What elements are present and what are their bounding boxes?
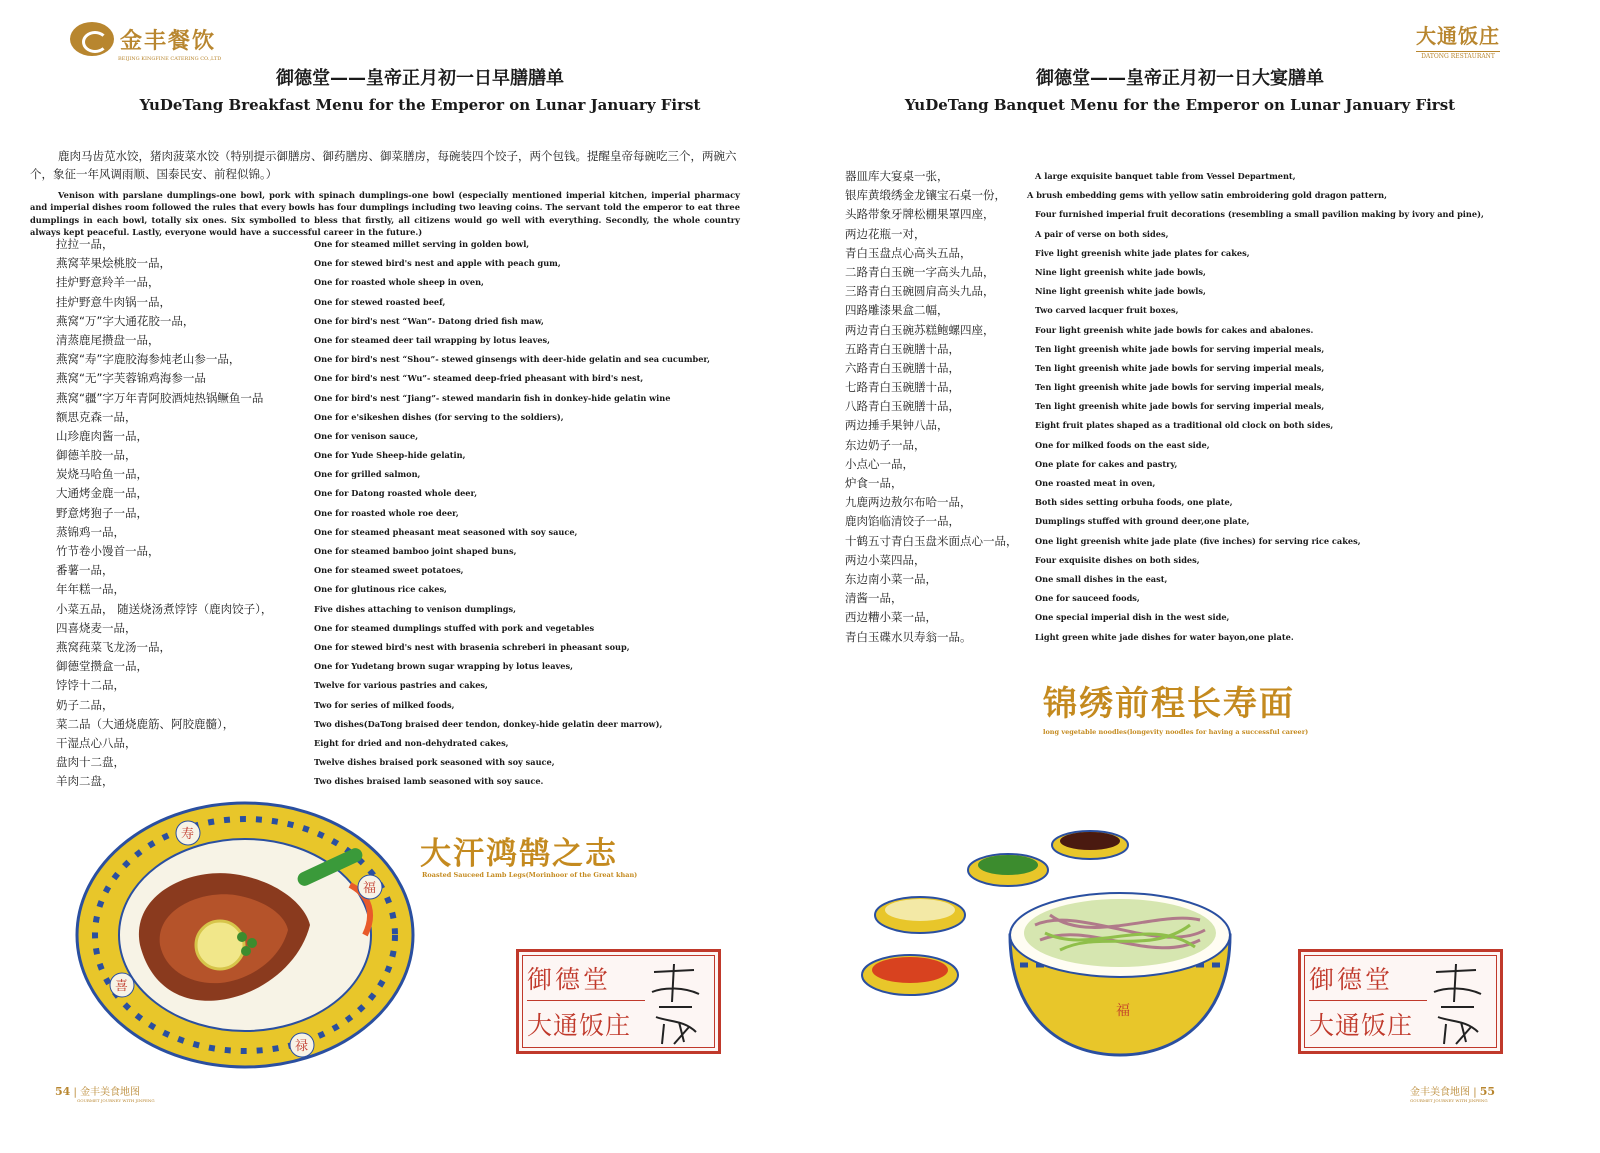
seal-line-yudetang: 御德堂 <box>1309 965 1394 994</box>
breakfast-menu-item-en: Two for series of milked foods, <box>314 699 455 710</box>
breakfast-menu-item <box>56 753 756 772</box>
banquet-menu-item <box>845 570 1565 589</box>
breakfast-menu-item-zh: 野意烤狍子一品， <box>56 505 148 520</box>
breakfast-menu-item-zh: 燕窝“寿”字鹿胶海参炖老山参一品， <box>56 352 241 367</box>
banquet-menu-item-zh: 西边糟小菜一品， <box>845 610 937 625</box>
banquet-menu-item-en: Ten light greenish white jade bowls for serving imperial meals, <box>1035 382 1325 393</box>
breakfast-menu-item-zh: 四喜烧麦一品， <box>56 620 137 635</box>
kingfine-logo-icon <box>70 22 114 56</box>
breakfast-menu-item-en: Eight for dried and non-dehydrated cakes, <box>314 737 509 748</box>
seal-divider <box>527 1000 645 1001</box>
breakfast-menu-item-zh: 御德羊胶一品， <box>56 448 137 463</box>
breakfast-menu-item <box>56 350 756 369</box>
plate-character: 寿 <box>181 827 195 842</box>
breakfast-menu-item-zh: 拉拉一品， <box>56 237 114 251</box>
breakfast-menu-item-en: One for steamed pheasant meat seasoned with soy sauce, <box>314 526 578 537</box>
breakfast-menu-item-zh: 山珍鹿肉酱一品， <box>56 428 148 443</box>
banquet-menu-item-en: A pair of verse on both sides, <box>1035 228 1169 239</box>
banquet-menu-item-en: Four light greenish white jade bowls for cakes and abalones. <box>1035 324 1314 335</box>
breakfast-menu-item <box>56 638 756 657</box>
banquet-menu-item-en: One for sauceed foods, <box>1035 593 1140 604</box>
banquet-menu-item <box>845 205 1565 224</box>
breakfast-menu-item <box>56 273 756 292</box>
breakfast-menu-item-en: Twelve dishes braised pork seasoned with soy sauce, <box>314 757 555 768</box>
banquet-menu-item-en: Four furnished imperial fruit decorations (resembling a small pavilion making by ivory and pine), <box>1035 209 1484 220</box>
breakfast-menu-item-en: One for steamed millet serving in golden bowl, <box>314 239 530 249</box>
banquet-menu-item-zh: 清酱一品， <box>845 591 903 606</box>
banquet-menu-item <box>845 628 1565 647</box>
breakfast-menu-item <box>56 427 756 446</box>
banquet-menu-item-zh: 东边奶子一品， <box>845 437 926 452</box>
right-page <box>800 0 1600 1153</box>
seal-line-yudetang: 御德堂 <box>527 965 612 994</box>
breakfast-menu-item-en: One for bird's nest “Wan”- Datong dried fish maw, <box>314 315 544 326</box>
banquet-menu-item-zh: 八路青白玉碗膳十品， <box>845 399 960 414</box>
banquet-menu-item <box>845 225 1565 244</box>
banquet-menu-item <box>845 589 1565 608</box>
banquet-menu-item <box>845 282 1565 301</box>
breakfast-menu-item <box>56 312 756 331</box>
breakfast-menu-item-en: One for Yudetang brown sugar wrapping by lotus leaves, <box>314 661 573 672</box>
handwritten-signature <box>1426 962 1488 1046</box>
banquet-menu-item-en: One plate for cakes and pastry, <box>1035 458 1178 469</box>
breakfast-menu-item-en: One for steamed bamboo joint shaped buns, <box>314 546 517 556</box>
breakfast-menu-item-en: One for roasted whole sheep in oven, <box>314 277 484 288</box>
breakfast-intro-zh: 鹿肉马齿苋水饺，猪肉菠菜水饺（特别提示御膳房、御药膳房、御菜膳房，每碗装四个饺子，两个包钱。提醒皇帝每碗吃三个，两碗六个，象征一年风调雨顺、国泰民安、前程似锦。） <box>30 149 737 181</box>
breakfast-menu-item-en: One for Datong roasted whole deer, <box>314 488 478 499</box>
noodle-dish-subtitle: long vegetable noodles(longevity noodles for having a successful career) <box>1043 728 1309 736</box>
banquet-menu-item-zh: 两边花瓶一对， <box>845 226 926 241</box>
breakfast-menu-item-en: One for bird's nest “Wu”- steamed deep-fried pheasant with bird's nest, <box>314 373 644 384</box>
banquet-menu-item-en: Nine light greenish white jade bowls, <box>1035 286 1206 297</box>
footer-text-right: 金丰美食地图 <box>1410 1087 1470 1098</box>
breakfast-menu-item-en: Two dishes braised lamb seasoned with soy sauce. <box>314 776 544 787</box>
breakfast-menu-item-zh: 炭烧马哈鱼一品， <box>56 467 148 482</box>
breakfast-menu-item-en: One for steamed sweet potatoes, <box>314 565 464 576</box>
breakfast-menu-item-zh: 燕窝“万”字大通花胶一品， <box>56 313 195 328</box>
breakfast-menu-item-zh: 燕窝“疆”字万年青阿胶酒炖热锅鳜鱼一品 <box>56 390 264 405</box>
banquet-menu-item-zh: 头路带象牙牌松棚果罩四座， <box>845 207 995 222</box>
footer-sub-left: GOURMET JOURNEY WITH JINFENG <box>77 1098 155 1103</box>
breakfast-menu-item-zh: 挂炉野意羚羊一品， <box>56 275 160 290</box>
banquet-menu-item-en: One special imperial dish in the west side, <box>1035 612 1230 623</box>
breakfast-title-en: YuDeTang Breakfast Menu for the Emperor on Lunar January First <box>139 96 701 114</box>
breakfast-title-zh: 御德堂——皇帝正月初一日早膳膳单 <box>276 68 564 89</box>
breakfast-menu-item-zh: 额思克森一品， <box>56 409 137 424</box>
lamb-dish-subtitle: Roasted Sauceed Lamb Legs(Morinhoor of the Great khan) <box>422 871 638 879</box>
breakfast-menu-item-zh: 挂炉野意牛肉锅一品， <box>56 294 171 309</box>
banquet-menu-item <box>845 551 1565 570</box>
banquet-menu-item-en: Ten light greenish white jade bowls for serving imperial meals, <box>1035 362 1325 373</box>
banquet-menu-item-en: Ten light greenish white jade bowls for serving imperial meals, <box>1035 401 1325 412</box>
banquet-menu-item <box>845 397 1565 416</box>
banquet-menu-item-en: Light green white jade dishes for water bayon,one plate. <box>1035 631 1294 642</box>
breakfast-menu-item-en: One for bird's nest “Jiang”- stewed mandarin fish in donkey-hide gelatin wine <box>314 392 671 403</box>
banquet-menu-item <box>845 167 1565 186</box>
datong-logo-subtitle: DATONG RESTAURANT <box>1416 51 1500 60</box>
breakfast-menu-item <box>56 446 756 465</box>
breakfast-menu-item <box>56 369 756 388</box>
breakfast-menu-item <box>56 254 756 273</box>
yudetang-seal-right <box>1298 949 1503 1054</box>
banquet-menu-item <box>845 474 1565 493</box>
banquet-menu-item-en: Eight fruit plates shaped as a traditional old clock on both sides, <box>1035 420 1334 431</box>
banquet-menu-item-en: Five light greenish white jade plates for cakes, <box>1035 247 1250 258</box>
breakfast-menu-item <box>56 504 756 523</box>
banquet-menu-item-en: Four exquisite dishes on both sides, <box>1035 554 1200 565</box>
banquet-menu-item <box>845 378 1565 397</box>
banquet-menu-item-zh: 五路青白玉碗膳十品， <box>845 341 960 356</box>
breakfast-menu-item-zh: 菜二品（大通烧鹿筋、阿胶鹿髓）， <box>56 716 235 731</box>
breakfast-menu-item <box>56 465 756 484</box>
breakfast-menu-item <box>56 235 756 254</box>
seal-line-datong: 大通饭庄 <box>527 1011 632 1040</box>
banquet-menu-item-zh: 鹿肉馅临清饺子一品， <box>845 514 960 529</box>
banquet-menu-item <box>845 608 1565 627</box>
breakfast-menu-item-en: One for e'sikeshen dishes (for serving to the soldiers), <box>314 411 564 422</box>
banquet-menu-item-zh: 七路青白玉碗膳十品， <box>845 380 960 395</box>
breakfast-menu-item-zh: 大通烤金鹿一品， <box>56 486 148 501</box>
breakfast-menu-item-en: One for grilled salmon, <box>314 469 421 480</box>
breakfast-menu-item <box>56 619 756 638</box>
breakfast-menu-item-zh: 清蒸鹿尾攒盘一品， <box>56 332 160 347</box>
banquet-menu-item <box>845 340 1565 359</box>
seal-line-datong: 大通饭庄 <box>1309 1011 1414 1040</box>
breakfast-menu-item-zh: 奶子二品， <box>56 697 114 712</box>
breakfast-menu-item <box>56 772 756 791</box>
lamb-dish-title: 大汗鸿鹄之志 <box>420 836 618 872</box>
banquet-menu-item-zh: 二路青白玉碗一字高头九品， <box>845 264 995 279</box>
banquet-menu-list <box>845 167 1565 647</box>
lamb-leg-plate-image <box>70 795 420 1070</box>
datong-logo <box>1416 20 1500 60</box>
banquet-menu-item-zh: 银库黄缎绣金龙镶宝石桌一份， <box>845 188 1006 203</box>
breakfast-menu-item <box>56 657 756 676</box>
breakfast-menu-item <box>56 696 756 715</box>
banquet-menu-item-en: Dumplings stuffed with ground deer,one plate, <box>1035 516 1250 527</box>
breakfast-menu-item-en: One for steamed dumplings stuffed with pork and vegetables <box>314 622 595 633</box>
banquet-menu-item-en: A brush embedding gems with yellow satin embroidering gold dragon pattern, <box>1027 190 1387 201</box>
breakfast-menu-item-zh: 燕窝“无”字芙蓉锦鸡海参一品 <box>56 371 206 386</box>
breakfast-menu-item <box>56 523 756 542</box>
banquet-menu-item <box>845 359 1565 378</box>
plate-character: 喜 <box>115 979 129 994</box>
longevity-noodles-image <box>860 815 1260 1065</box>
breakfast-menu-item-zh: 年年糕一品， <box>56 582 125 597</box>
banquet-menu-item-zh: 三路青白玉碗圆肩高头九品， <box>845 284 995 299</box>
banquet-title-zh: 御德堂——皇帝正月初一日大宴膳单 <box>1036 68 1324 89</box>
breakfast-intro-en: Venison with parslane dumplings-one bowl, pork with spinach dumplings-one bowl (especially mentioned imperial kitchen, imperial pharmacy and imperial dishes room followed the rules that every bowls has four dumplings including two leaving coins. The servant told the emperor to eat three dumplings in each bowl, totally six ones. Six symbolled to bless that firstly, all citizens would go well with everything. Secondly, the whole country always kept peaceful. Lastly, everyone would have a successful career in the future.) <box>30 190 740 238</box>
breakfast-menu-item-zh: 干湿点心八品， <box>56 735 137 750</box>
breakfast-menu-item-zh: 燕窝莼菜飞龙汤一品， <box>56 639 171 654</box>
footer-right: 金丰美食地图 | 55 GOURMET JOURNEY WITH JINFENG <box>1410 1085 1496 1103</box>
breakfast-menu-item <box>56 389 756 408</box>
breakfast-menu-item <box>56 734 756 753</box>
breakfast-menu-item <box>56 331 756 350</box>
kingfine-logo <box>70 22 222 62</box>
seal-divider <box>1309 1000 1427 1001</box>
breakfast-menu-item-en: Twelve for various pastries and cakes, <box>314 680 488 691</box>
breakfast-menu-item-en: One for steamed deer tail wrapping by lotus leaves, <box>314 334 551 345</box>
breakfast-menu-item-zh: 竹节卷小馒首一品， <box>56 544 160 558</box>
footer-sub-right: GOURMET JOURNEY WITH JINFENG <box>1410 1098 1488 1103</box>
breakfast-menu-item <box>56 600 756 619</box>
breakfast-menu-item-en: One for stewed bird's nest with brasenia schreberi in pheasant soup, <box>314 641 630 652</box>
banquet-menu-item-en: One small dishes in the east, <box>1035 573 1168 584</box>
noodle-dish-title: 锦绣前程长寿面 <box>1043 684 1295 724</box>
banquet-menu-item-zh: 两边青白玉碗苏糕鲍螺四座， <box>845 322 995 337</box>
banquet-menu-item <box>845 301 1565 320</box>
breakfast-menu-item-en: One for venison sauce, <box>314 430 419 441</box>
bowl-character: 福 <box>1116 1003 1130 1019</box>
banquet-menu-item-zh: 炉食一品， <box>845 476 903 490</box>
banquet-menu-item-en: Ten light greenish white jade bowls for serving imperial meals, <box>1035 343 1325 354</box>
banquet-menu-item-zh: 两边捶手果钟八品， <box>845 418 949 433</box>
page-number-right: 55 <box>1479 1085 1496 1098</box>
breakfast-menu-item <box>56 580 756 599</box>
breakfast-menu-item <box>56 408 756 427</box>
banquet-menu-item <box>845 321 1565 340</box>
breakfast-intro <box>30 147 740 239</box>
banquet-menu-item <box>845 244 1565 263</box>
plate-character: 福 <box>363 881 377 896</box>
banquet-menu-item <box>845 263 1565 282</box>
banquet-menu-item-zh: 小点心一品， <box>845 456 914 471</box>
breakfast-menu-item-en: One for stewed roasted beef, <box>314 296 446 307</box>
banquet-menu-item <box>845 436 1565 455</box>
banquet-menu-item-zh: 六路青白玉碗膳十品， <box>845 360 960 375</box>
breakfast-menu-item-zh: 燕窝苹果烩桃胶一品， <box>56 256 171 271</box>
breakfast-menu-item-en: One for glutinous rice cakes, <box>314 584 447 595</box>
breakfast-menu-item-en: One for Yude Sheep-hide gelatin, <box>314 450 466 461</box>
banquet-menu-item-en: One roasted meat in oven, <box>1035 478 1156 488</box>
banquet-menu-item-en: Two carved lacquer fruit boxes, <box>1035 305 1179 316</box>
breakfast-menu-item-en: One for roasted whole roe deer, <box>314 507 459 518</box>
banquet-menu-item-zh: 四路雕漆果盒二幅， <box>845 303 949 318</box>
banquet-menu-item <box>845 512 1565 531</box>
banquet-menu-item <box>845 532 1565 551</box>
kingfine-logo-name: 金丰餐饮 <box>120 27 217 54</box>
banquet-menu-item-zh: 青白玉碟水贝寿翁一品。 <box>845 629 972 644</box>
banquet-title-en: YuDeTang Banquet Menu for the Emperor on Lunar January First <box>904 96 1456 114</box>
breakfast-menu-item <box>56 676 756 695</box>
banquet-menu-item-zh: 青白玉盘点心高头五品， <box>845 245 972 260</box>
banquet-menu-item <box>845 416 1565 435</box>
banquet-menu-item-en: A large exquisite banquet table from Vessel Department, <box>1035 171 1296 181</box>
banquet-menu-item-en: Nine light greenish white jade bowls, <box>1035 266 1206 277</box>
yudetang-seal-left <box>516 949 721 1054</box>
breakfast-menu-item-zh: 饽饽十二品， <box>56 678 125 693</box>
banquet-menu-item-zh: 器皿库大宴桌一张， <box>845 169 949 183</box>
breakfast-menu-item-en: One for bird's nest “Shou”- stewed ginsengs with deer-hide gelatin and sea cucumber, <box>314 354 710 365</box>
breakfast-menu-item <box>56 715 756 734</box>
banquet-menu-item-en: One for milked foods on the east side, <box>1035 439 1210 450</box>
banquet-menu-item <box>845 186 1565 205</box>
breakfast-menu-item <box>56 542 756 561</box>
breakfast-menu-item <box>56 293 756 312</box>
banquet-menu-item <box>845 493 1565 512</box>
breakfast-menu-item-zh: 盘肉十二盘， <box>56 755 125 770</box>
banquet-menu-item-en: One light greenish white jade plate (five inches) for serving rice cakes, <box>1035 535 1361 546</box>
footer-text-left: 金丰美食地图 <box>80 1087 141 1098</box>
breakfast-menu-item <box>56 561 756 580</box>
breakfast-menu-item-en: One for stewed bird's nest and apple with peach gum, <box>314 258 561 269</box>
banquet-menu-item-zh: 两边小菜四品， <box>845 552 926 567</box>
banquet-menu-item-en: Both sides setting orbuha foods, one plate, <box>1035 497 1233 508</box>
breakfast-menu-item-zh: 小菜五品， 随送烧汤煮饽饽（鹿肉饺子）， <box>56 601 273 616</box>
breakfast-menu-item-zh: 羊肉二盘， <box>56 774 114 789</box>
breakfast-menu-item-en: Five dishes attaching to venison dumplings, <box>314 603 516 614</box>
banquet-menu-item-zh: 九鹿两边敖尔布哈一品， <box>845 495 972 510</box>
breakfast-menu-item <box>56 484 756 503</box>
breakfast-menu-list <box>56 235 756 791</box>
page-number-left: 54 <box>55 1085 71 1098</box>
plate-character: 禄 <box>295 1039 309 1054</box>
handwritten-signature <box>644 962 706 1046</box>
breakfast-menu-item-en: Two dishes(DaTong braised deer tendon, donkey-hide gelatin deer marrow), <box>314 718 663 729</box>
banquet-menu-item-zh: 十鹤五寸青白玉盘米面点心一品， <box>845 533 1018 548</box>
breakfast-menu-item-zh: 蒸锦鸡一品， <box>56 524 125 539</box>
banquet-menu-item-zh: 东边南小菜一品， <box>845 571 937 586</box>
datong-logo-name: 大通饭庄 <box>1416 24 1500 48</box>
kingfine-logo-subtitle: BEIJING KINGFINE CATERING CO.,LTD <box>118 56 222 62</box>
banquet-menu-item <box>845 455 1565 474</box>
breakfast-menu-item-zh: 御德堂攒盒一品， <box>56 659 148 674</box>
footer-left: 54 | 金丰美食地图 GOURMET JOURNEY WITH JINFENG <box>55 1085 155 1103</box>
breakfast-menu-item-zh: 番薯一品， <box>56 563 114 578</box>
